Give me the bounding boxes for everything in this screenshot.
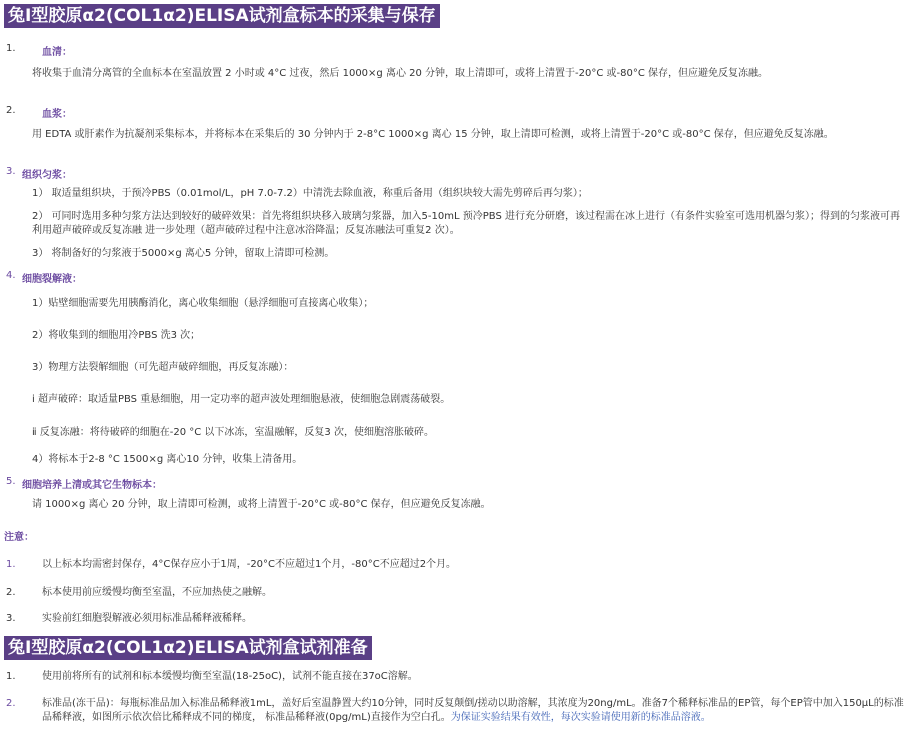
note-number: 3. bbox=[6, 613, 16, 624]
item-text-plasma: 用 EDTA 或肝素作为抗凝剂采集标本，并将标本在采集后的 30 分钟内于 2-8°C 1000×g 离心 15 分钟，取上清即可检测，或将上清置于-20°C 或-80°C 保存，但应避免反复冻融。 bbox=[32, 129, 834, 140]
item-text-serum: 将收集于血清分离管的全血标本在室温放置 2 小时或 4°C 过夜，然后 1000×g 离心 20 分钟，取上清即可，或将上清置于-20°C 或-80°C 保存，但应避免反复冻融。 bbox=[32, 68, 769, 79]
item-number: 4. bbox=[6, 270, 16, 281]
item-label-cell-lysate: 细胞裂解液： bbox=[22, 274, 82, 285]
item-number: 1. bbox=[6, 43, 16, 54]
item-text-culture: 请 1000×g 离心 20 分钟，取上清即可检测，或将上清置于-20°C 或-80°C 保存，但应避免反复冻融。 bbox=[32, 499, 491, 510]
item-number: 1. bbox=[6, 671, 16, 682]
standard-text: 标准品(冻干品)：每瓶标准品加入标准品稀释液1mL，盖好后室温静置大约10分钟，同时反复颠倒/搓动以助溶解，其浓度为20ng/mL。准备7个稀释标准品的EP管，每个EP管中加入150μL的标准品稀释液，如图所示依次倍比稀释成不同的梯度， 标准品稀释液(0pg/mL)直接作为空白孔。 bbox=[42, 698, 904, 723]
item-label-homogenate: 组织匀浆： bbox=[22, 170, 72, 181]
item-label-plasma: 血浆： bbox=[42, 109, 72, 120]
note-heading: 注意： bbox=[4, 532, 34, 543]
step-text: 2）将收集到的细胞用冷PBS 洗3 次； bbox=[32, 330, 201, 341]
step-text: 3）物理方法裂解细胞（可先超声破碎细胞，再反复冻融）： bbox=[32, 362, 294, 373]
section-header-collection: 兔Ⅰ型胶原α2(COL1α2)ELISA试剂盒标本的采集与保存 bbox=[4, 4, 440, 28]
note-number: 1. bbox=[6, 559, 16, 570]
item-number: 2. bbox=[6, 105, 16, 116]
step-text: 1） 取适量组织块，于预冷PBS（0.01mol/L，pH 7.0-7.2）中清洗去除血液，称重后备用（组织块较大需先剪碎后再匀浆）； bbox=[32, 188, 588, 199]
step-text: 1）贴壁细胞需要先用胰酶消化，离心收集细胞（悬浮细胞可直接离心收集）； bbox=[32, 298, 374, 309]
step-text: 4）将标本于2-8 °C 1500×g 离心10 分钟，收集上清备用。 bbox=[32, 454, 303, 465]
step-text: 2） 可同时选用多种匀浆方法达到较好的破碎效果：首先将组织块移入玻璃匀浆器，加入5-10mL 预冷PBS 进行充分研磨，该过程需在冰上进行（有条件实验室可选用机器匀浆）；得到的匀浆液可再利用超声破碎或反复冻融 进一步处理（超声破碎过程中注意冰浴降温；反复冻融法可重复2 次）。 bbox=[32, 211, 900, 236]
item-text-standard bbox=[42, 697, 908, 725]
step-text: ⅱ 反复冻融：将待破碎的细胞在-20 °C 以下冰冻，室温融解，反复3 次，使细胞溶胀破碎。 bbox=[32, 427, 434, 438]
step-text: 3） 将制备好的匀浆液于5000×g 离心5 分钟，留取上清即可检测。 bbox=[32, 248, 335, 259]
item-label-serum: 血清： bbox=[42, 47, 72, 58]
note-text: 标本使用前应缓慢均衡至室温，不应加热使之融解。 bbox=[42, 587, 272, 598]
note-text: 以上标本均需密封保存，4°C保存应小于1周，-20°C不应超过1个月，-80°C不应超过2个月。 bbox=[42, 559, 457, 570]
standard-note-text: 为保证实验结果有效性，每次实验请使用新的标准品溶液。 bbox=[450, 712, 711, 723]
section-header-reagent-prep: 兔Ⅰ型胶原α2(COL1α2)ELISA试剂盒试剂准备 bbox=[4, 636, 372, 660]
item-label-culture-supernatant: 细胞培养上清或其它生物标本： bbox=[22, 480, 162, 491]
item-text: 使用前将所有的试剂和标本缓慢均衡至室温(18-25oC)，试剂不能直接在37oC溶解。 bbox=[42, 671, 418, 682]
item-number: 5. bbox=[6, 476, 16, 487]
item-number: 3. bbox=[6, 166, 16, 177]
note-text: 实验前红细胞裂解液必须用标准品稀释液稀释。 bbox=[42, 613, 252, 624]
note-number: 2. bbox=[6, 587, 16, 598]
step-text: ⅰ 超声破碎：取适量PBS 重悬细胞，用一定功率的超声波处理细胞悬液，使细胞急剧震荡破裂。 bbox=[32, 394, 451, 405]
item-number: 2. bbox=[6, 698, 16, 709]
